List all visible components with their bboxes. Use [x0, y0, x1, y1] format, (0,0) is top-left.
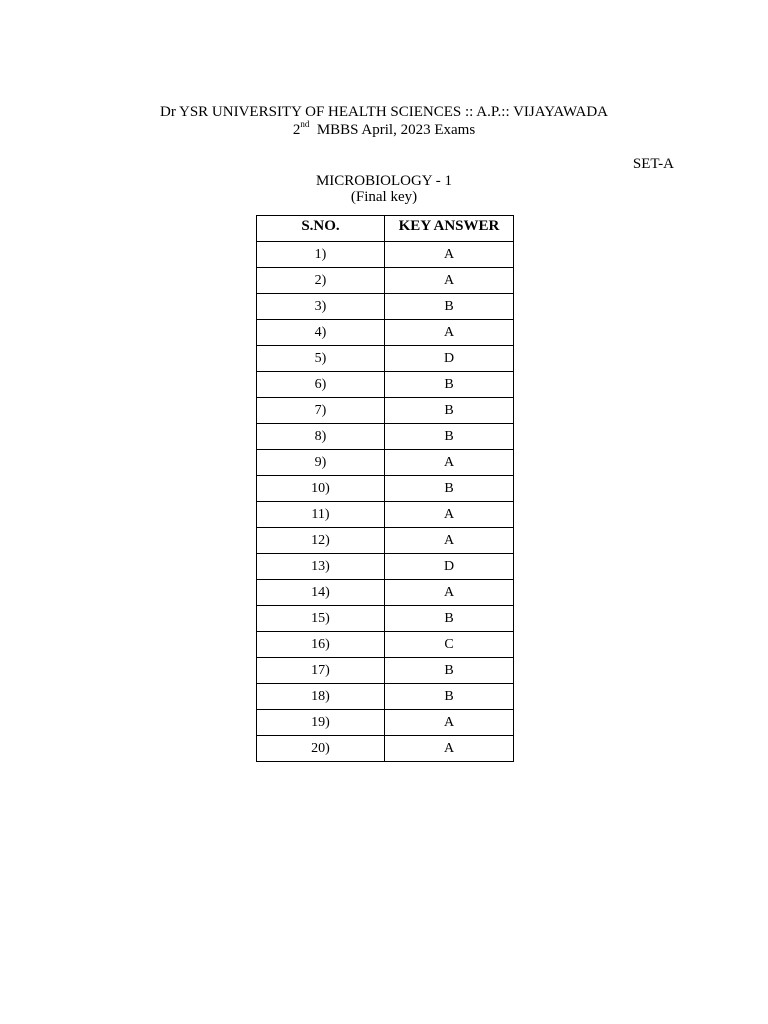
cell-sno: 20) [257, 736, 385, 762]
cell-key-answer: A [385, 242, 514, 268]
cell-key-answer: B [385, 424, 514, 450]
cell-key-answer: A [385, 502, 514, 528]
cell-sno: 5) [257, 346, 385, 372]
cell-sno: 8) [257, 424, 385, 450]
cell-key-answer: B [385, 684, 514, 710]
cell-key-answer: D [385, 554, 514, 580]
cell-sno: 17) [257, 658, 385, 684]
cell-sno: 10) [257, 476, 385, 502]
table-row [257, 710, 514, 736]
table-row [257, 658, 514, 684]
cell-sno: 1) [257, 242, 385, 268]
cell-key-answer: D [385, 346, 514, 372]
set-label: SET-A [632, 156, 674, 172]
cell-key-answer: A [385, 320, 514, 346]
cell-key-answer: B [385, 658, 514, 684]
exam-title [0, 121, 768, 139]
key-type: (Final key) [350, 189, 418, 205]
cell-sno: 7) [257, 398, 385, 424]
cell-key-answer: A [385, 528, 514, 554]
cell-sno: 16) [257, 632, 385, 658]
cell-key-answer: A [385, 268, 514, 294]
cell-sno: 3) [257, 294, 385, 320]
table-row [257, 528, 514, 554]
table-row [257, 502, 514, 528]
exam-title-prefix: 2 [292, 122, 301, 138]
university-title: Dr YSR UNIVERSITY OF HEALTH SCIENCES :: A.P.:: VIJAYAWADA [159, 104, 608, 120]
table-row [257, 580, 514, 606]
cell-key-answer: C [385, 632, 514, 658]
cell-key-answer: A [385, 710, 514, 736]
cell-sno: 19) [257, 710, 385, 736]
cell-key-answer: B [385, 398, 514, 424]
cell-key-answer: A [385, 736, 514, 762]
table-row [257, 736, 514, 762]
cell-key-answer: B [385, 372, 514, 398]
column-header-key-answer: KEY ANSWER [385, 216, 514, 242]
table-row [257, 294, 514, 320]
cell-sno: 6) [257, 372, 385, 398]
table-row [257, 450, 514, 476]
cell-sno: 11) [257, 502, 385, 528]
answer-key-table [256, 215, 514, 762]
cell-sno: 12) [257, 528, 385, 554]
table-row [257, 632, 514, 658]
column-header-sno: S.NO. [257, 216, 385, 242]
table-row [257, 242, 514, 268]
cell-sno: 15) [257, 606, 385, 632]
table-row [257, 554, 514, 580]
table-row [257, 684, 514, 710]
cell-key-answer: B [385, 476, 514, 502]
table-row [257, 398, 514, 424]
cell-sno: 18) [257, 684, 385, 710]
table-header-row [257, 216, 514, 242]
cell-sno: 13) [257, 554, 385, 580]
cell-key-answer: B [385, 606, 514, 632]
subject-title: MICROBIOLOGY - 1 [315, 173, 453, 189]
cell-sno: 9) [257, 450, 385, 476]
exam-title-rest: MBBS April, 2023 Exams [309, 122, 476, 138]
cell-key-answer: B [385, 294, 514, 320]
table-row [257, 346, 514, 372]
cell-key-answer: A [385, 580, 514, 606]
answer-key-body [257, 242, 514, 762]
exam-title-ordinal: nd [300, 119, 310, 129]
cell-sno: 4) [257, 320, 385, 346]
table-row [257, 424, 514, 450]
table-row [257, 606, 514, 632]
cell-key-answer: A [385, 450, 514, 476]
table-row [257, 320, 514, 346]
cell-sno: 2) [257, 268, 385, 294]
cell-sno: 14) [257, 580, 385, 606]
table-row [257, 476, 514, 502]
table-row [257, 268, 514, 294]
table-row [257, 372, 514, 398]
